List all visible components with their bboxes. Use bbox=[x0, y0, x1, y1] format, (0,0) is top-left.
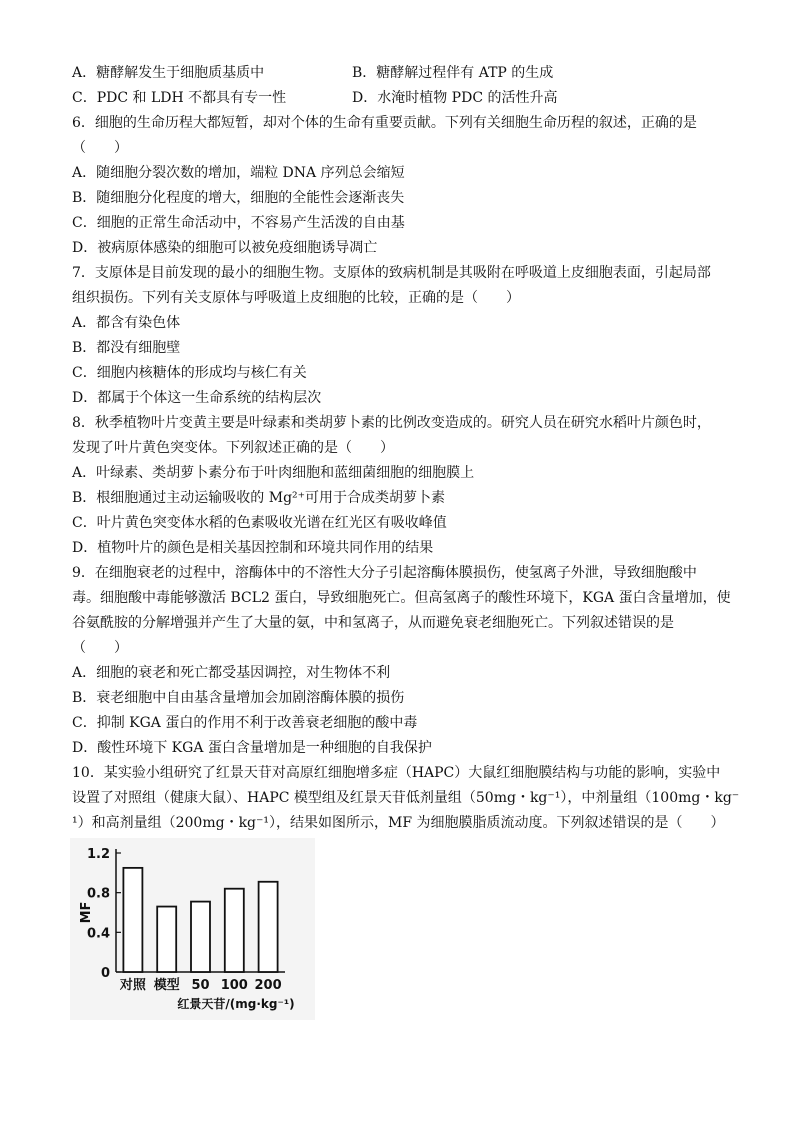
q10-stem-line1: 10．某实验小组研究了红景天苷对高原红细胞增多症（HAPC）大鼠红细胞膜结构与功能的影响，实验中 bbox=[72, 765, 721, 781]
q8-option-c: C．叶片黄色突变体水稻的色素吸收光谱在红光区有吸收峰值 bbox=[72, 515, 447, 531]
q9-option-c: C．抑制 KGA 蛋白的作用不利于改善衰老细胞的酸中毒 bbox=[72, 715, 418, 731]
q5-option-a: A．糖酵解发生于细胞质基质中 bbox=[72, 65, 265, 81]
q8-option-a: A．叶绿素、类胡萝卜素分布于叶肉细胞和蓝细菌细胞的细胞膜上 bbox=[72, 465, 475, 481]
mf-bar-chart bbox=[70, 838, 315, 1020]
bar bbox=[191, 902, 210, 972]
q9-stem-line1: 9．在细胞衰老的过程中，溶酶体中的不溶性大分子引起溶酶体膜损伤，使氢离子外泄，导致细胞酸中 bbox=[72, 565, 697, 581]
y-tick-label: 0.8 bbox=[86, 886, 110, 902]
y-axis-label: MF bbox=[79, 901, 94, 924]
q7-stem-line2: 组织损伤。下列有关支原体与呼吸道上皮细胞的比较，正确的是（ ） bbox=[72, 290, 520, 306]
q7-option-b: B．都没有细胞壁 bbox=[72, 340, 181, 356]
q9-option-d: D．酸性环境下 KGA 蛋白含量增加是一种细胞的自我保护 bbox=[72, 740, 432, 756]
bar bbox=[225, 889, 244, 972]
q6-option-a: A．随细胞分裂次数的增加，端粒 DNA 序列总会缩短 bbox=[72, 165, 405, 181]
q6-option-c: C．细胞的正常生命活动中，不容易产生活泼的自由基 bbox=[72, 215, 405, 231]
q6-option-d: D．被病原体感染的细胞可以被免疫细胞诱导凋亡 bbox=[72, 240, 378, 256]
bar bbox=[157, 907, 176, 972]
x-tick-label: 模型 bbox=[153, 978, 180, 993]
x-tick-label: 对照 bbox=[119, 978, 146, 993]
x-tick-label: 200 bbox=[254, 978, 282, 993]
q6-answer-paren: （ ） bbox=[72, 140, 128, 156]
q7-option-a: A．都含有染色体 bbox=[72, 315, 181, 331]
q10-stem-line2: 设置了对照组（健康大鼠）、HAPC 模型组及红景天苷低剂量组（50mg・kg⁻¹），中剂量组（100mg・kg⁻ bbox=[72, 790, 740, 806]
q9-stem-line2: 毒。细胞酸中毒能够激活 BCL2 蛋白，导致细胞死亡。但高氢离子的酸性环境下，KGA 蛋白含量增加，使 bbox=[72, 590, 731, 606]
x-tick-label: 50 bbox=[191, 978, 210, 993]
q6-stem: 6．细胞的生命历程大都短暂，却对个体的生命有重要贡献。下列有关细胞生命历程的叙述，正确的是 bbox=[72, 115, 697, 131]
x-axis-label: 红景天苷/(mg·kg⁻¹) bbox=[177, 997, 295, 1011]
q5-option-d: D．水淹时植物 PDC 的活性升高 bbox=[352, 90, 558, 106]
x-tick-label: 100 bbox=[220, 978, 248, 993]
q9-option-a: A．细胞的衰老和死亡都受基因调控，对生物体不利 bbox=[72, 665, 391, 681]
bar bbox=[123, 868, 142, 972]
q8-stem-line2: 发现了叶片黄色突变体。下列叙述正确的是（ ） bbox=[72, 440, 394, 456]
mf-chart-svg bbox=[70, 838, 315, 1020]
q7-option-c: C．细胞内核糖体的形成均与核仁有关 bbox=[72, 365, 307, 381]
y-tick-label: 0.4 bbox=[86, 926, 110, 942]
q6-option-b: B．随细胞分化程度的增大，细胞的全能性会逐渐丧失 bbox=[72, 190, 405, 206]
q9-answer-paren: （ ） bbox=[72, 640, 128, 656]
q8-option-d: D．植物叶片的颜色是相关基因控制和环境共同作用的结果 bbox=[72, 540, 434, 556]
q9-option-b: B．衰老细胞中自由基含量增加会加剧溶酶体膜的损伤 bbox=[72, 690, 405, 706]
y-tick-label: 1.2 bbox=[86, 847, 110, 862]
y-tick-label: 0 bbox=[100, 966, 110, 981]
q5-option-b: B．糖酵解过程伴有 ATP 的生成 bbox=[352, 65, 554, 81]
q5-option-c: C．PDC 和 LDH 不都具有专一性 bbox=[72, 90, 287, 106]
q10-stem-line3: ¹）和高剂量组（200mg・kg⁻¹），结果如图所示，MF 为细胞膜脂质流动度。下列叙述错误的是（ ） bbox=[72, 815, 725, 831]
bar bbox=[259, 882, 278, 972]
q8-stem-line1: 8．秋季植物叶片变黄主要是叶绿素和类胡萝卜素的比例改变造成的。研究人员在研究水稻叶片颜色时， bbox=[72, 415, 711, 431]
q8-option-b: B．根细胞通过主动运输吸收的 Mg²⁺可用于合成类胡萝卜素 bbox=[72, 490, 446, 506]
q9-stem-line3: 谷氨酰胺的分解增强并产生了大量的氨，中和氢离子，从而避免衰老细胞死亡。下列叙述错误的是 bbox=[72, 615, 674, 631]
q7-stem-line1: 7．支原体是目前发现的最小的细胞生物。支原体的致病机制是其吸附在呼吸道上皮细胞表面，引起局部 bbox=[72, 265, 711, 281]
q7-option-d: D．都属于个体这一生命系统的结构层次 bbox=[72, 390, 322, 406]
